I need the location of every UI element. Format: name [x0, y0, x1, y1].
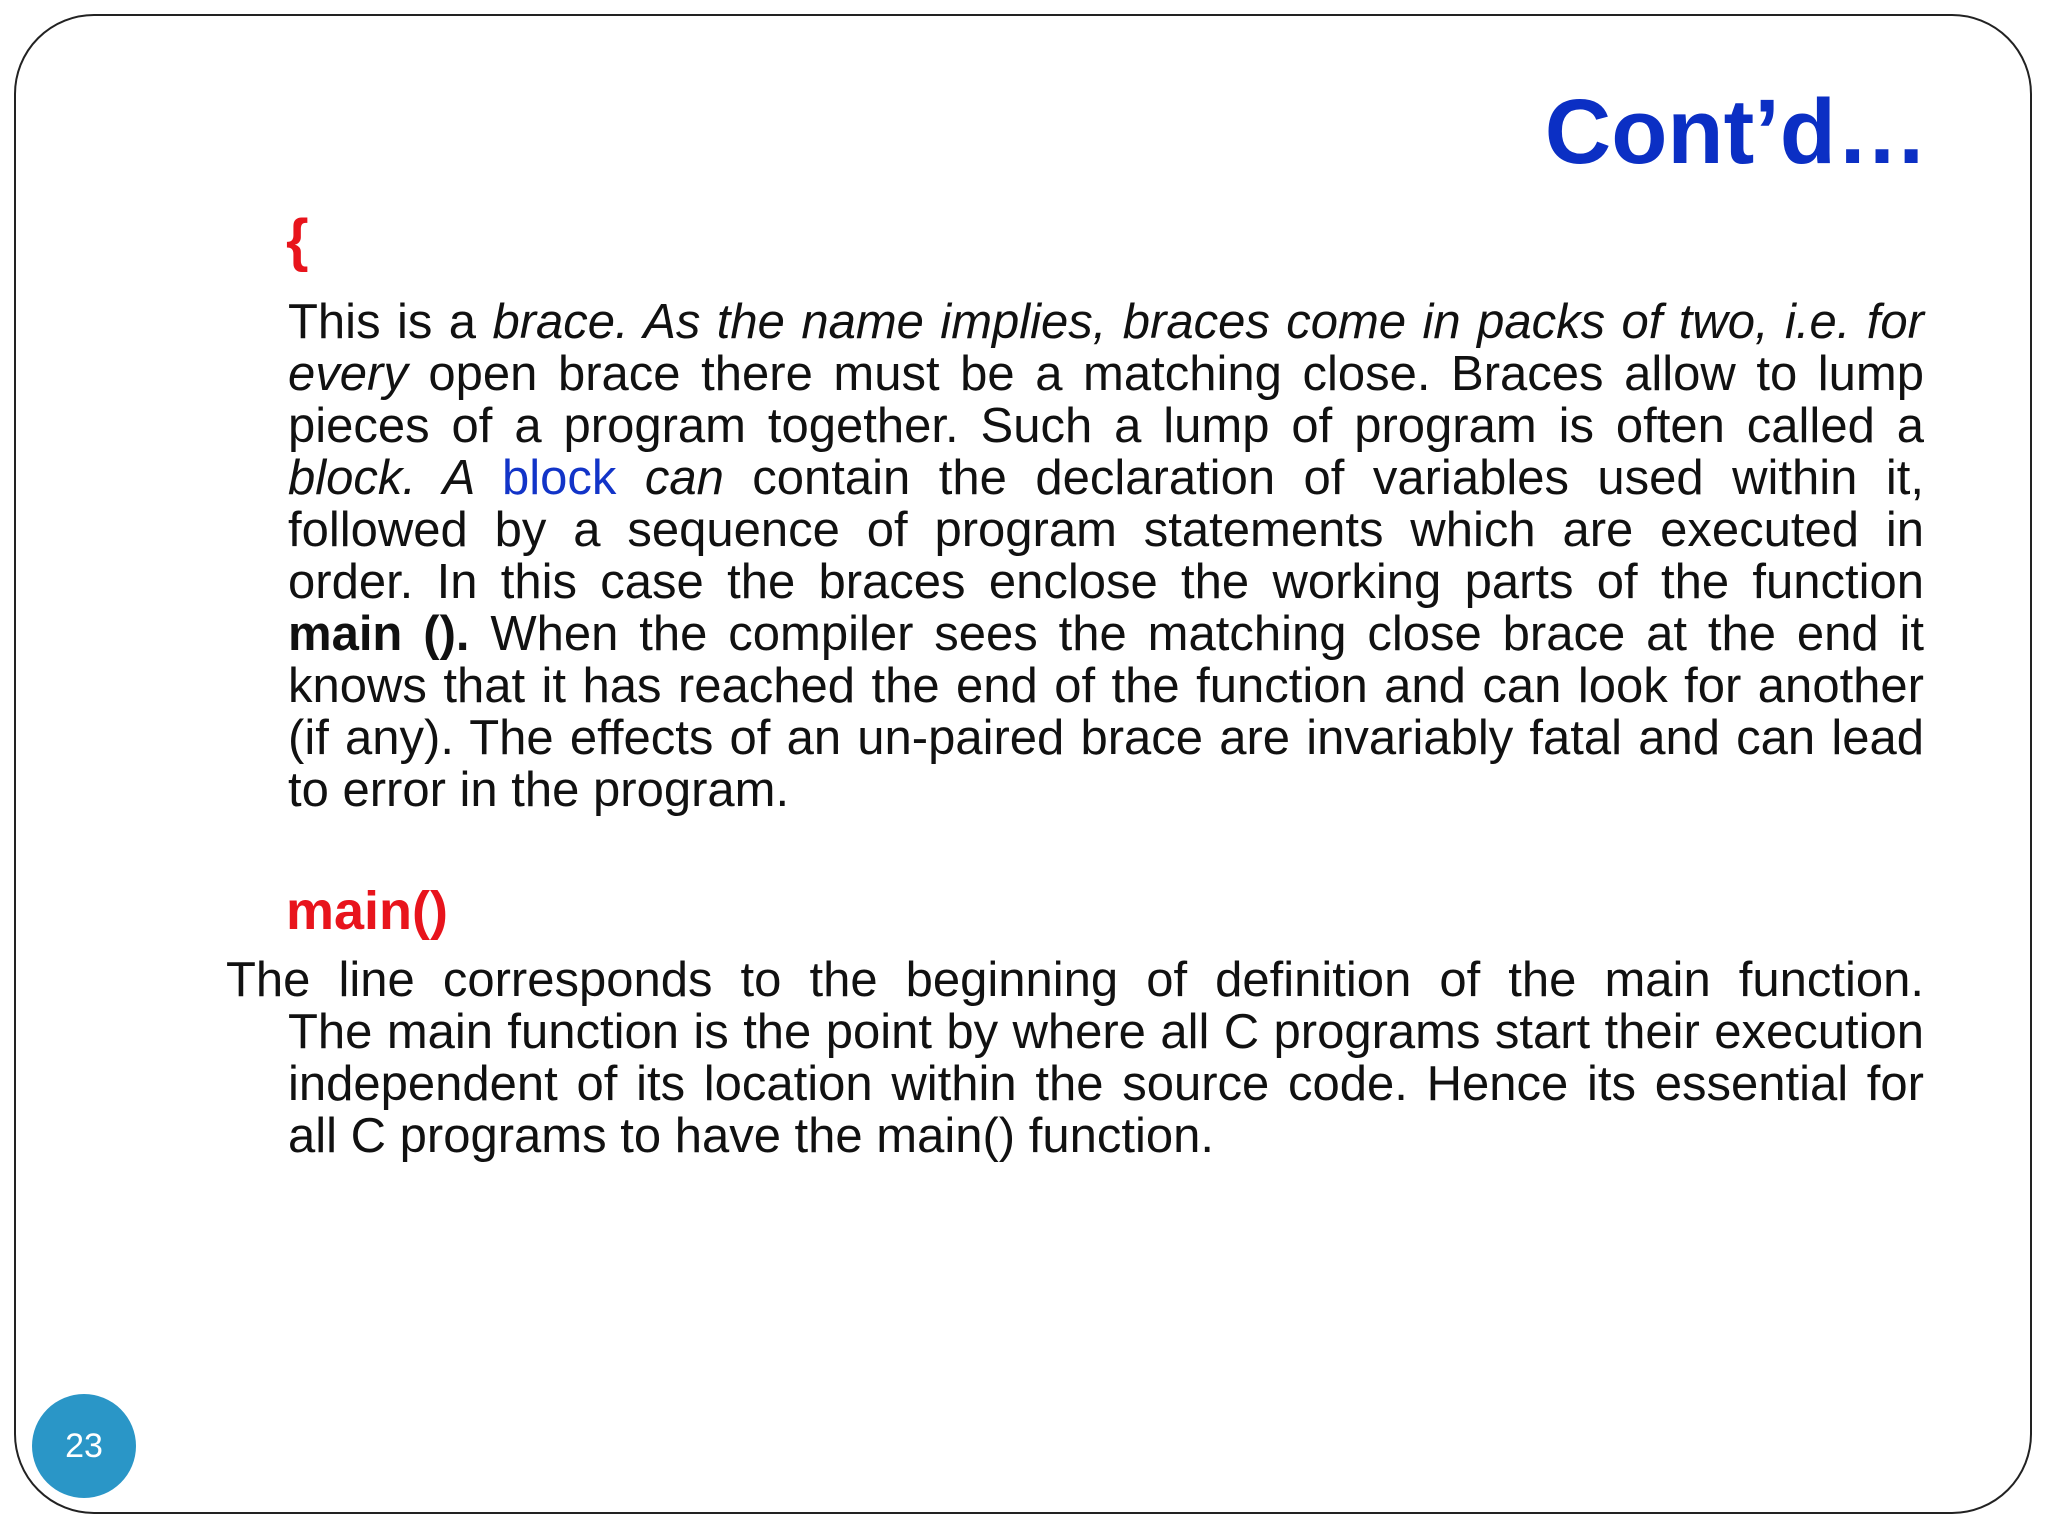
brace-text-9: When the compiler sees the matching close brace at the end it knows that it has reached the end of the function and can look for another (if any). The effects of an un-paired brace are invariably fatal and can lead to error in the program. — [288, 607, 1924, 817]
brace-heading: { — [286, 208, 309, 273]
main-paragraph-rest: The main function is the point by where all C programs start their execution independent of its location within the source code. Hence its essential for all C programs to have the main() function. — [288, 1005, 1924, 1163]
brace-text-4: block. A — [288, 451, 502, 505]
main-paragraph-line-1: The line corresponds to the beginning of definition of the main function. — [226, 953, 1924, 1007]
brace-text-1: This is a — [288, 295, 493, 349]
main-function-term: main (). — [288, 607, 470, 661]
main-heading: main() — [286, 881, 448, 941]
brace-text-3: open brace there must be a matching close. Braces allow to lump pieces of a program together. Such a lump of program is often called a — [288, 347, 1924, 453]
main-paragraph — [226, 954, 1924, 1162]
slide-title: Cont’d… — [1544, 81, 1928, 183]
brace-text-7: contain the declaration of variables used within it, followed by a sequence of program statements which are executed in order. In this case the braces enclose the working parts of the function — [288, 451, 1924, 609]
page-number-badge: 23 — [32, 1394, 136, 1498]
block-term: block — [501, 451, 617, 505]
brace-text-2: brace. As the name implies, braces come in packs of two, i.e. for every — [288, 295, 1924, 401]
brace-paragraph — [288, 296, 1924, 816]
brace-text-6: can — [616, 451, 724, 505]
